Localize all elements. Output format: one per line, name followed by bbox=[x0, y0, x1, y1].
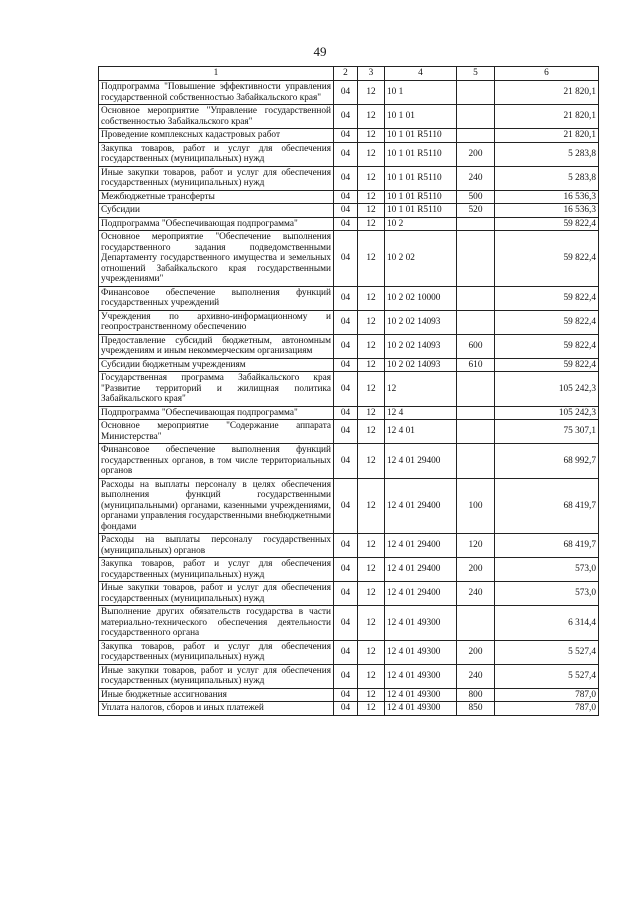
amount-cell: 68 419,7 bbox=[495, 478, 599, 534]
amount-cell: 6 314,4 bbox=[495, 606, 599, 641]
row-name-cell: Подпрограмма "Обеспечивающая подпрограмма" bbox=[99, 217, 334, 231]
amount-cell: 59 822,4 bbox=[495, 358, 599, 372]
row-name-cell: Межбюджетные трансферты bbox=[99, 190, 334, 204]
section-code-cell: 04 bbox=[334, 310, 358, 334]
target-article-cell: 10 1 01 R5110 bbox=[385, 190, 457, 204]
row-name-cell: Подпрограмма "Обеспечивающая подпрограмма" bbox=[99, 406, 334, 420]
target-article-cell: 12 4 01 49300 bbox=[385, 688, 457, 702]
expense-type-cell: 240 bbox=[457, 166, 495, 190]
table-row bbox=[99, 286, 599, 310]
amount-cell: 59 822,4 bbox=[495, 231, 599, 287]
amount-cell: 59 822,4 bbox=[495, 217, 599, 231]
target-article-cell: 12 4 01 49300 bbox=[385, 702, 457, 716]
expense-type-cell bbox=[457, 406, 495, 420]
row-name-cell: Иные закупки товаров, работ и услуг для обеспечения государственных (муниципальных) нужд bbox=[99, 166, 334, 190]
expense-type-cell: 500 bbox=[457, 190, 495, 204]
subsection-code-cell: 12 bbox=[358, 231, 385, 287]
row-name-cell: Закупка товаров, работ и услуг для обеспечения государственных (муниципальных) нужд bbox=[99, 142, 334, 166]
table-row bbox=[99, 444, 599, 479]
amount-cell: 573,0 bbox=[495, 582, 599, 606]
target-article-cell: 12 4 01 29400 bbox=[385, 534, 457, 558]
expense-type-cell: 850 bbox=[457, 702, 495, 716]
expense-type-cell: 240 bbox=[457, 664, 495, 688]
table-row bbox=[99, 310, 599, 334]
column-header: 5 bbox=[457, 67, 495, 81]
target-article-cell: 12 4 01 29400 bbox=[385, 558, 457, 582]
table-row bbox=[99, 606, 599, 641]
subsection-code-cell: 12 bbox=[358, 166, 385, 190]
table-row bbox=[99, 129, 599, 143]
row-name-cell: Основное мероприятие "Содержание аппарата Министерства" bbox=[99, 420, 334, 444]
section-code-cell: 04 bbox=[334, 204, 358, 218]
amount-cell: 105 242,3 bbox=[495, 406, 599, 420]
subsection-code-cell: 12 bbox=[358, 286, 385, 310]
expense-type-cell bbox=[457, 286, 495, 310]
target-article-cell: 12 4 bbox=[385, 406, 457, 420]
row-name-cell: Финансовое обеспечение выполнения функций государственных учреждений bbox=[99, 286, 334, 310]
target-article-cell: 10 1 01 R5110 bbox=[385, 142, 457, 166]
subsection-code-cell: 12 bbox=[358, 358, 385, 372]
table-row bbox=[99, 231, 599, 287]
table-row bbox=[99, 81, 599, 105]
row-name-cell: Финансовое обеспечение выполнения функций государственных органов, в том числе территориальных органов bbox=[99, 444, 334, 479]
target-article-cell: 12 bbox=[385, 372, 457, 407]
amount-cell: 21 820,1 bbox=[495, 105, 599, 129]
table-row bbox=[99, 334, 599, 358]
target-article-cell: 12 4 01 29400 bbox=[385, 582, 457, 606]
column-header: 4 bbox=[385, 67, 457, 81]
subsection-code-cell: 12 bbox=[358, 606, 385, 641]
amount-cell: 5 527,4 bbox=[495, 664, 599, 688]
expense-type-cell bbox=[457, 606, 495, 641]
expense-type-cell: 200 bbox=[457, 640, 495, 664]
subsection-code-cell: 12 bbox=[358, 190, 385, 204]
row-name-cell: Субсидии бюджетным учреждениям bbox=[99, 358, 334, 372]
target-article-cell: 10 2 02 14093 bbox=[385, 334, 457, 358]
section-code-cell: 04 bbox=[334, 334, 358, 358]
section-code-cell: 04 bbox=[334, 444, 358, 479]
subsection-code-cell: 12 bbox=[358, 582, 385, 606]
subsection-code-cell: 12 bbox=[358, 478, 385, 534]
target-article-cell: 10 2 02 bbox=[385, 231, 457, 287]
target-article-cell: 10 1 01 R5110 bbox=[385, 204, 457, 218]
column-header: 3 bbox=[358, 67, 385, 81]
subsection-code-cell: 12 bbox=[358, 81, 385, 105]
amount-cell: 5 283,8 bbox=[495, 166, 599, 190]
target-article-cell: 12 4 01 29400 bbox=[385, 444, 457, 479]
row-name-cell: Уплата налогов, сборов и иных платежей bbox=[99, 702, 334, 716]
amount-cell: 21 820,1 bbox=[495, 129, 599, 143]
row-name-cell: Закупка товаров, работ и услуг для обеспечения государственных (муниципальных) нужд bbox=[99, 640, 334, 664]
amount-cell: 59 822,4 bbox=[495, 286, 599, 310]
section-code-cell: 04 bbox=[334, 478, 358, 534]
table-header-row bbox=[99, 67, 599, 81]
table-row bbox=[99, 702, 599, 716]
amount-cell: 21 820,1 bbox=[495, 81, 599, 105]
target-article-cell: 10 2 02 14093 bbox=[385, 358, 457, 372]
subsection-code-cell: 12 bbox=[358, 558, 385, 582]
row-name-cell: Выполнение других обязательств государства в части материально-технического обеспечения деятельности государственного органа bbox=[99, 606, 334, 641]
table-row bbox=[99, 105, 599, 129]
row-name-cell: Государственная программа Забайкальского края "Развитие территорий и жилищная политика Забайкальского края" bbox=[99, 372, 334, 407]
row-name-cell: Иные закупки товаров, работ и услуг для обеспечения государственных (муниципальных) нужд bbox=[99, 582, 334, 606]
table-row bbox=[99, 166, 599, 190]
target-article-cell: 10 2 02 14093 bbox=[385, 310, 457, 334]
subsection-code-cell: 12 bbox=[358, 129, 385, 143]
table-row bbox=[99, 478, 599, 534]
row-name-cell: Подпрограмма "Повышение эффективности управления государственной собственностью Забайкальского края" bbox=[99, 81, 334, 105]
subsection-code-cell: 12 bbox=[358, 142, 385, 166]
row-name-cell: Расходы на выплаты персоналу в целях обеспечения выполнения функций государственными (муниципальными) органами, казенными учреждениями, органами управления государственными внебюджетными фондами bbox=[99, 478, 334, 534]
subsection-code-cell: 12 bbox=[358, 310, 385, 334]
row-name-cell: Основное мероприятие "Обеспечение выполнения государственного задания подведомственными Департаменту государственного имущества и земельных отношений Забайкальского края государственными учреждениями" bbox=[99, 231, 334, 287]
row-name-cell: Иные закупки товаров, работ и услуг для обеспечения государственных (муниципальных) нужд bbox=[99, 664, 334, 688]
section-code-cell: 04 bbox=[334, 217, 358, 231]
subsection-code-cell: 12 bbox=[358, 217, 385, 231]
target-article-cell: 10 1 01 bbox=[385, 105, 457, 129]
section-code-cell: 04 bbox=[334, 105, 358, 129]
section-code-cell: 04 bbox=[334, 142, 358, 166]
section-code-cell: 04 bbox=[334, 534, 358, 558]
page-number: 49 bbox=[313, 44, 327, 59]
amount-cell: 787,0 bbox=[495, 688, 599, 702]
section-code-cell: 04 bbox=[334, 406, 358, 420]
table-row bbox=[99, 142, 599, 166]
row-name-cell: Предоставление субсидий бюджетным, автономным учреждениям и иным некоммерческим организациям bbox=[99, 334, 334, 358]
subsection-code-cell: 12 bbox=[358, 105, 385, 129]
table-row bbox=[99, 217, 599, 231]
expense-type-cell bbox=[457, 105, 495, 129]
section-code-cell: 04 bbox=[334, 81, 358, 105]
expense-type-cell bbox=[457, 372, 495, 407]
target-article-cell: 10 1 bbox=[385, 81, 457, 105]
column-header: 1 bbox=[99, 67, 334, 81]
table-row bbox=[99, 558, 599, 582]
subsection-code-cell: 12 bbox=[358, 420, 385, 444]
table-row bbox=[99, 190, 599, 204]
section-code-cell: 04 bbox=[334, 702, 358, 716]
amount-cell: 68 419,7 bbox=[495, 534, 599, 558]
column-header: 6 bbox=[495, 67, 599, 81]
subsection-code-cell: 12 bbox=[358, 688, 385, 702]
amount-cell: 105 242,3 bbox=[495, 372, 599, 407]
table-row bbox=[99, 204, 599, 218]
amount-cell: 5 527,4 bbox=[495, 640, 599, 664]
section-code-cell: 04 bbox=[334, 688, 358, 702]
section-code-cell: 04 bbox=[334, 606, 358, 641]
row-name-cell: Основное мероприятие "Управление государственной собственностью Забайкальского края" bbox=[99, 105, 334, 129]
subsection-code-cell: 12 bbox=[358, 534, 385, 558]
section-code-cell: 04 bbox=[334, 372, 358, 407]
expense-type-cell bbox=[457, 217, 495, 231]
amount-cell: 16 536,3 bbox=[495, 190, 599, 204]
target-article-cell: 12 4 01 49300 bbox=[385, 640, 457, 664]
section-code-cell: 04 bbox=[334, 231, 358, 287]
expense-type-cell bbox=[457, 420, 495, 444]
row-name-cell: Проведение комплексных кадастровых работ bbox=[99, 129, 334, 143]
expense-type-cell: 240 bbox=[457, 582, 495, 606]
target-article-cell: 12 4 01 49300 bbox=[385, 606, 457, 641]
amount-cell: 787,0 bbox=[495, 702, 599, 716]
amount-cell: 573,0 bbox=[495, 558, 599, 582]
target-article-cell: 12 4 01 bbox=[385, 420, 457, 444]
expense-type-cell: 100 bbox=[457, 478, 495, 534]
amount-cell: 75 307,1 bbox=[495, 420, 599, 444]
expense-type-cell: 520 bbox=[457, 204, 495, 218]
expense-type-cell bbox=[457, 231, 495, 287]
expense-type-cell bbox=[457, 81, 495, 105]
expense-type-cell: 200 bbox=[457, 558, 495, 582]
expense-type-cell: 800 bbox=[457, 688, 495, 702]
section-code-cell: 04 bbox=[334, 129, 358, 143]
table-row bbox=[99, 358, 599, 372]
table-row bbox=[99, 372, 599, 407]
subsection-code-cell: 12 bbox=[358, 372, 385, 407]
subsection-code-cell: 12 bbox=[358, 204, 385, 218]
row-name-cell: Иные бюджетные ассигнования bbox=[99, 688, 334, 702]
amount-cell: 59 822,4 bbox=[495, 334, 599, 358]
table-body bbox=[99, 81, 599, 716]
table-row bbox=[99, 406, 599, 420]
subsection-code-cell: 12 bbox=[358, 334, 385, 358]
table-row bbox=[99, 534, 599, 558]
amount-cell: 68 992,7 bbox=[495, 444, 599, 479]
target-article-cell: 12 4 01 29400 bbox=[385, 478, 457, 534]
section-code-cell: 04 bbox=[334, 190, 358, 204]
budget-table bbox=[98, 66, 599, 716]
column-header: 2 bbox=[334, 67, 358, 81]
amount-cell: 59 822,4 bbox=[495, 310, 599, 334]
expense-type-cell: 600 bbox=[457, 334, 495, 358]
section-code-cell: 04 bbox=[334, 664, 358, 688]
target-article-cell: 10 2 bbox=[385, 217, 457, 231]
target-article-cell: 10 1 01 R5110 bbox=[385, 129, 457, 143]
target-article-cell: 12 4 01 49300 bbox=[385, 664, 457, 688]
expense-type-cell: 120 bbox=[457, 534, 495, 558]
section-code-cell: 04 bbox=[334, 420, 358, 444]
table-row bbox=[99, 640, 599, 664]
subsection-code-cell: 12 bbox=[358, 640, 385, 664]
row-name-cell: Закупка товаров, работ и услуг для обеспечения государственных (муниципальных) нужд bbox=[99, 558, 334, 582]
section-code-cell: 04 bbox=[334, 558, 358, 582]
amount-cell: 16 536,3 bbox=[495, 204, 599, 218]
subsection-code-cell: 12 bbox=[358, 444, 385, 479]
table-row bbox=[99, 664, 599, 688]
target-article-cell: 10 2 02 10000 bbox=[385, 286, 457, 310]
section-code-cell: 04 bbox=[334, 358, 358, 372]
expense-type-cell: 610 bbox=[457, 358, 495, 372]
row-name-cell: Расходы на выплаты персоналу государственных (муниципальных) органов bbox=[99, 534, 334, 558]
subsection-code-cell: 12 bbox=[358, 702, 385, 716]
section-code-cell: 04 bbox=[334, 582, 358, 606]
section-code-cell: 04 bbox=[334, 286, 358, 310]
expense-type-cell bbox=[457, 129, 495, 143]
subsection-code-cell: 12 bbox=[358, 406, 385, 420]
target-article-cell: 10 1 01 R5110 bbox=[385, 166, 457, 190]
table-row bbox=[99, 582, 599, 606]
expense-type-cell bbox=[457, 310, 495, 334]
expense-type-cell bbox=[457, 444, 495, 479]
row-name-cell: Учреждения по архивно-информационному и геопространственному обеспечению bbox=[99, 310, 334, 334]
section-code-cell: 04 bbox=[334, 640, 358, 664]
subsection-code-cell: 12 bbox=[358, 664, 385, 688]
section-code-cell: 04 bbox=[334, 166, 358, 190]
row-name-cell: Субсидии bbox=[99, 204, 334, 218]
expense-type-cell: 200 bbox=[457, 142, 495, 166]
table-row bbox=[99, 688, 599, 702]
amount-cell: 5 283,8 bbox=[495, 142, 599, 166]
table-row bbox=[99, 420, 599, 444]
